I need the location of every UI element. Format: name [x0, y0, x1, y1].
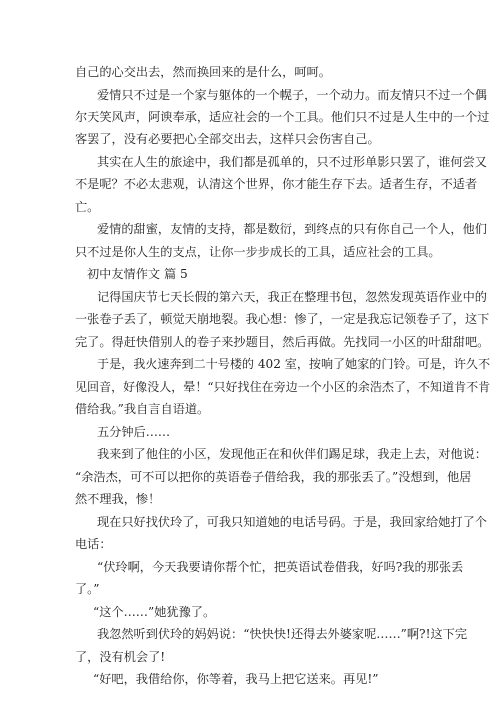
text-line: 爱情只不过是一个家与躯体的一个幌子，一个动力。而友情只不过一个偶 — [97, 87, 487, 102]
text-line: 然不理我，惨！ — [75, 492, 161, 507]
text-line: “伏玲啊，今天我要请你帮个忙，把英语试卷借我，好吗?我的那张丢 — [97, 559, 464, 574]
text-line: 自己的心交出去，然而换回来的是什么，呵呵。 — [75, 65, 331, 79]
text-line: 客罢了，没有必要把心全部交出去，这样只会伤害自己。 — [75, 132, 380, 147]
text-line: 一张卷子丢了，顿觉天崩地裂。我心想：惨了，一定是我忘记领卷子了，这下 — [75, 312, 490, 327]
text-line: 于是，我火速奔到二十号楼的 402 室，按响了她家的门铃。可是，许久不 — [97, 357, 491, 372]
text-line: 电话： — [75, 537, 112, 552]
text-line: 亡。 — [75, 199, 100, 214]
text-line: 不是呢？不必太悲观，认清这个世界，你才能生存下去。适者生存，不适者 — [75, 177, 478, 192]
text-line: 其实在人生的旅途中，我们都是孤单的，只不过形单影只罢了，谁何尝又 — [97, 154, 487, 169]
text-line: 借给我。”我自言自语道。 — [75, 402, 210, 417]
text-line: 了，没有机会了! — [75, 649, 166, 664]
text-line: 尔天笑风声，阿谀奉承，适应社会的一个工具。他们只不过是人生中的一个过 — [75, 110, 490, 124]
text-line: 见回音，好像没人，晕！“只好找住在旁边一个小区的余浩杰了，不知道肯不肯 — [75, 379, 491, 394]
text-line: 爱情的甜蜜，友情的支持，都是数衍，到终点的只有你自己一个人，他们 — [97, 222, 487, 237]
text-line: “余浩杰，可不可以把你的英语卷子借给我，我的那张丢了。”没想到，他居 — [75, 469, 472, 484]
section-heading: 初中友情作文 篇 5 — [87, 267, 188, 282]
text-line: 我来到了他住的小区，发现他正在和伙伴们踢足球，我走上去，对他说： — [97, 447, 487, 462]
text-line: “这个……”她犹豫了。 — [93, 604, 216, 619]
text-line: “好吧，我借给你，你等着，我马上把它送来。再见!” — [93, 672, 379, 686]
text-line: 我忽然听到伏玲的妈妈说：“快快快!还得去外婆家呢……”啊?!这下完 — [97, 627, 468, 642]
text-line: 了。” — [75, 582, 100, 597]
text-line: 五分钟后…… — [97, 424, 171, 439]
text-line: 完了。得赶快借别人的卷子来抄题目，然后再做。先找同一小区的叶甜甜吧。 — [75, 334, 490, 349]
text-line: 只不过是你人生的支点，让你一步步成长的工具，适应社会的工具。 — [75, 244, 441, 259]
text-line: 现在只好找伏玲了，可我只知道她的电话号码。于是，我回家给她打了个 — [97, 514, 487, 529]
text-line: 记得国庆节七天长假的第六天，我正在整理书包，忽然发现英语作业中的 — [97, 289, 487, 304]
